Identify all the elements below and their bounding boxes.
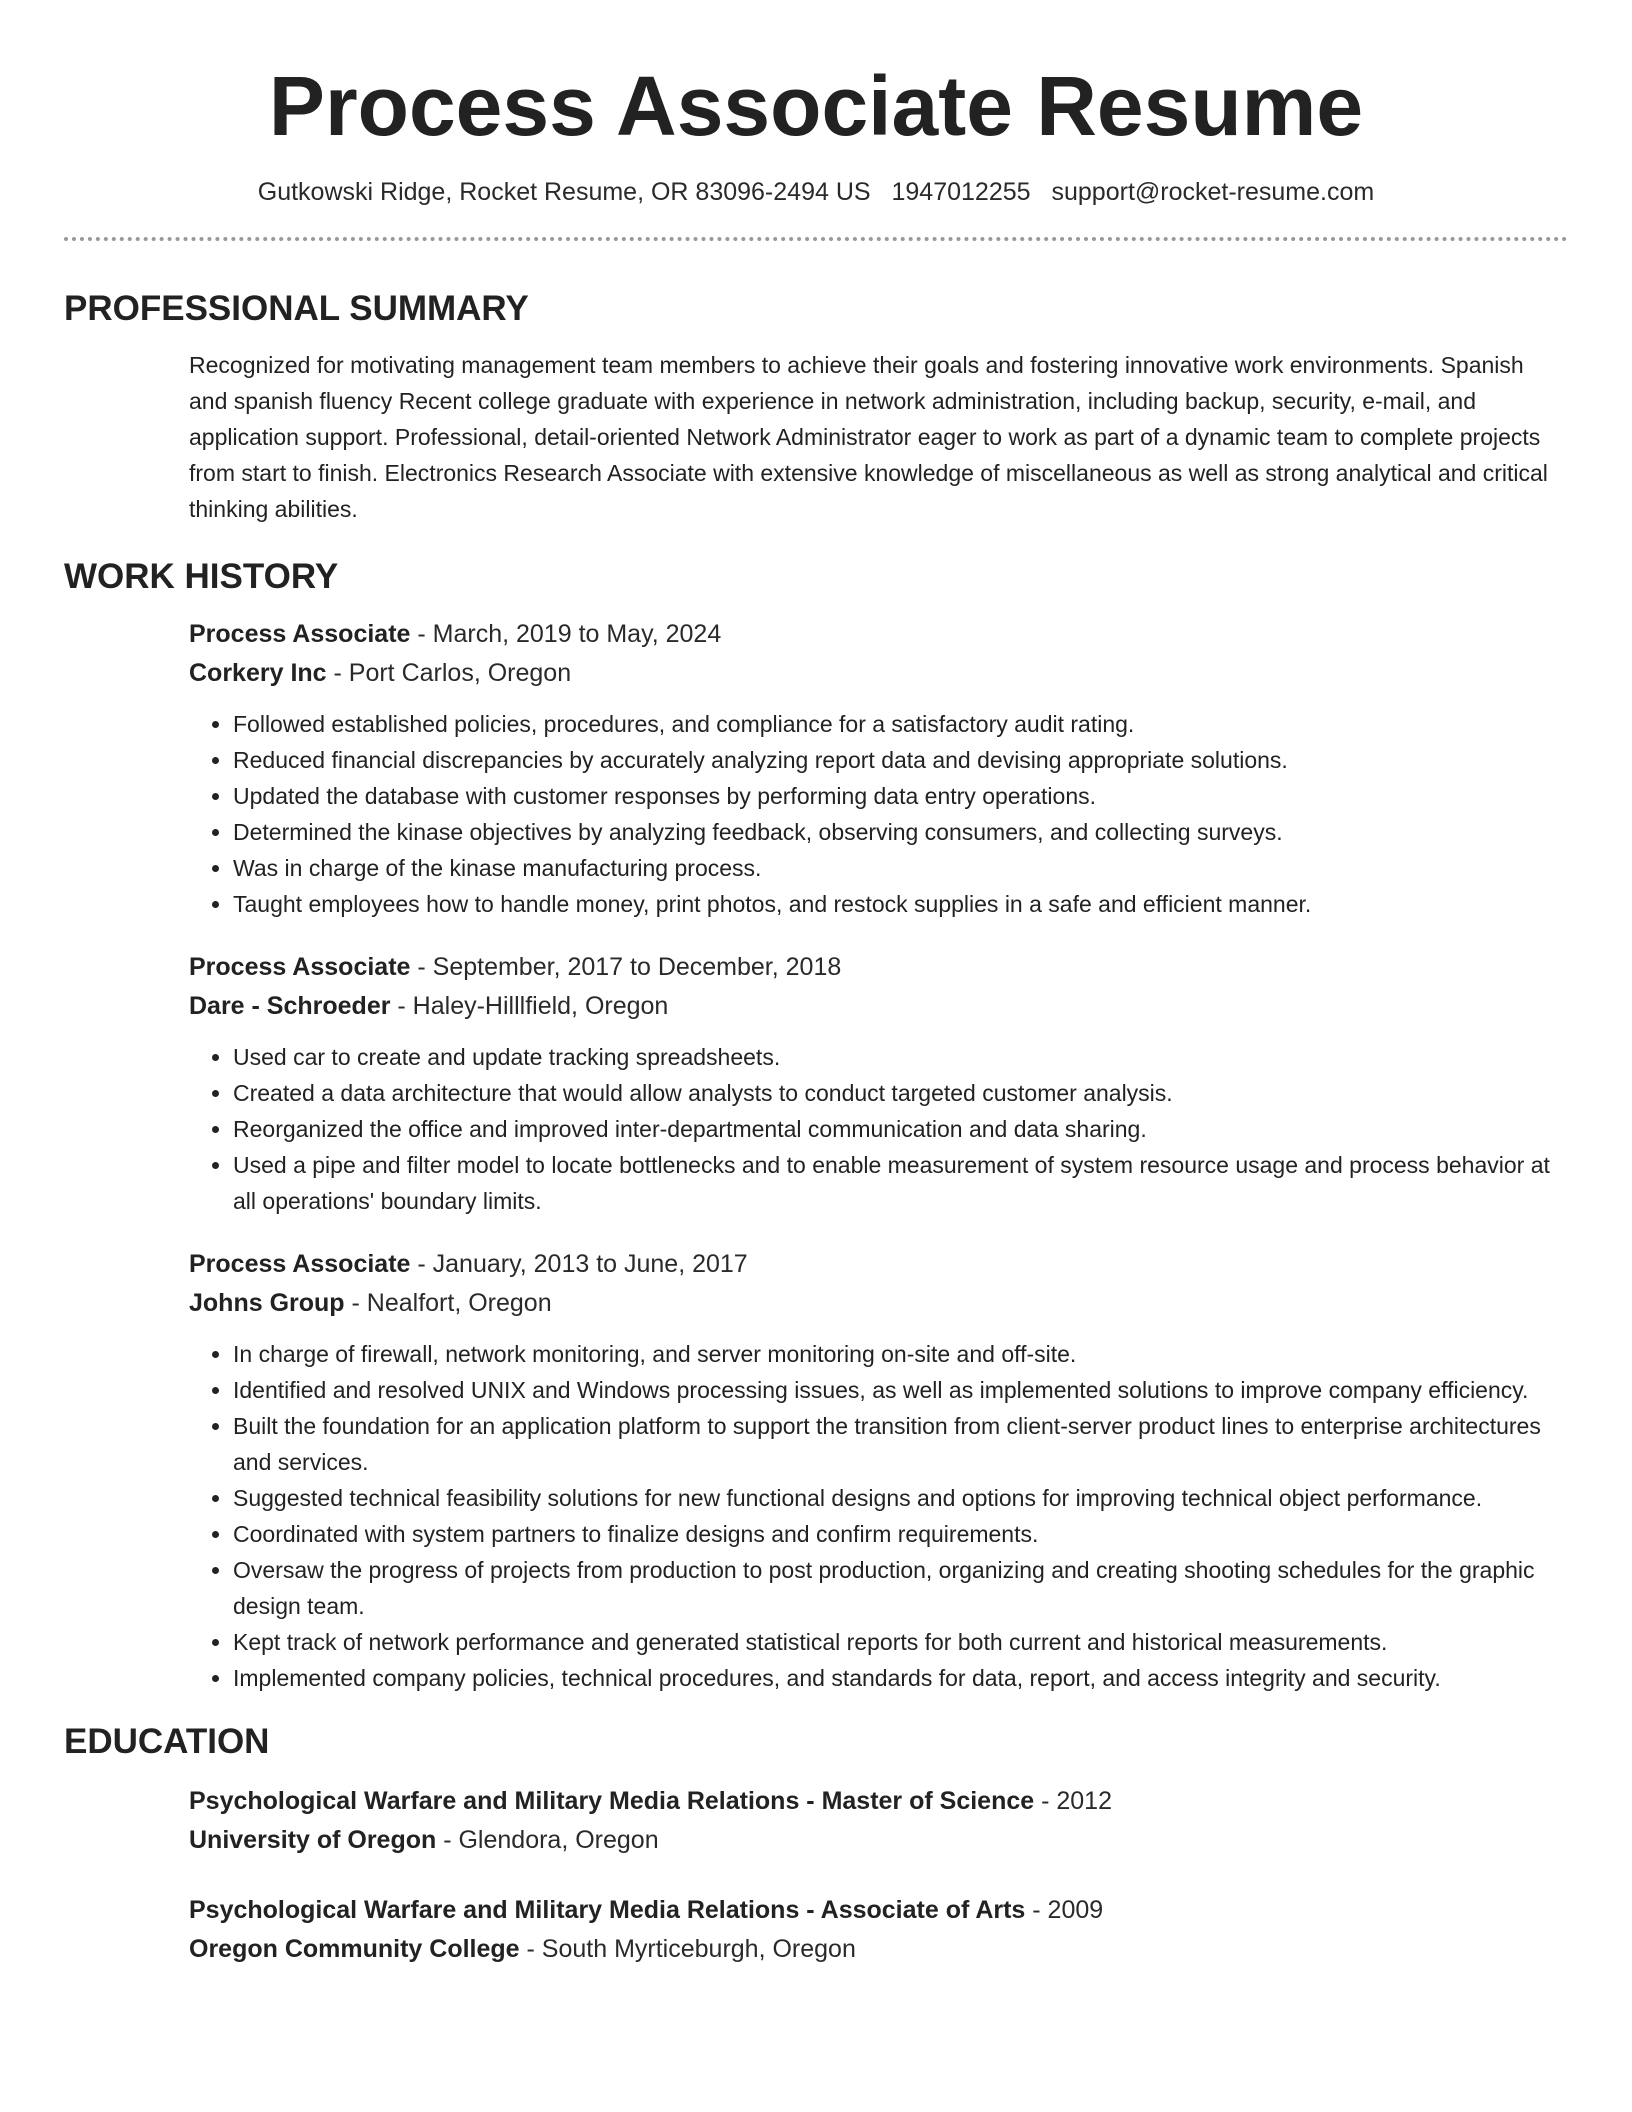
education-location: - Glendora, Oregon (436, 1825, 659, 1854)
job-entry (189, 615, 1568, 922)
job-bullet: • Implemented company policies, technical procedures, and standards for data, report, and access integrity and security. (233, 1660, 1568, 1696)
job-bullets (189, 1336, 1568, 1696)
job-bullet: • Coordinated with system partners to finalize designs and confirm requirements. (233, 1516, 1568, 1552)
job-bullet: • Oversaw the progress of projects from production to post production, organizing and creating shooting schedules for the graphic design team. (233, 1552, 1568, 1624)
job-bullet: • Followed established policies, procedures, and compliance for a satisfactory audit rating. (233, 706, 1568, 742)
job-bullet: • Reorganized the office and improved inter-departmental communication and data sharing. (233, 1111, 1568, 1147)
job-title: Process Associate (189, 619, 411, 648)
contact-phone: 1947012255 (891, 177, 1031, 206)
education-school: University of Oregon (189, 1825, 437, 1854)
job-company: Corkery Inc (189, 658, 327, 687)
education-heading: EDUCATION (64, 1721, 270, 1761)
job-entry (189, 948, 1568, 1219)
job-company-line (189, 654, 1568, 693)
job-bullet: • Created a data architecture that would allow analysts to conduct targeted customer analysis. (233, 1075, 1568, 1111)
education-school-line (189, 1930, 1568, 1969)
job-company: Johns Group (189, 1288, 345, 1317)
job-bullet: • Determined the kinase objectives by analyzing feedback, observing consumers, and collecting surveys. (233, 814, 1568, 850)
job-dates: - January, 2013 to June, 2017 (410, 1249, 748, 1278)
job-dates: - September, 2017 to December, 2018 (410, 952, 842, 981)
job-bullet: • Used car to create and update tracking spreadsheets. (233, 1039, 1568, 1075)
contact-line (64, 175, 1568, 209)
job-title-line (189, 948, 1568, 987)
resume-title: Process Associate Resume (268, 59, 1364, 153)
job-company: Dare - Schroeder (189, 991, 391, 1020)
job-bullet: • Identified and resolved UNIX and Windows processing issues, as well as implemented solutions to improve company efficiency. (233, 1372, 1568, 1408)
job-dates: - March, 2019 to May, 2024 (410, 619, 722, 648)
job-bullet: • Taught employees how to handle money, print photos, and restock supplies in a safe and efficient manner. (233, 886, 1568, 922)
education-school-line (189, 1821, 1568, 1860)
education-location: - South Myrticeburgh, Oregon (519, 1934, 856, 1963)
job-title: Process Associate (189, 1249, 411, 1278)
education-entry (189, 1891, 1568, 1969)
summary-text: Recognized for motivating management team members to achieve their goals and fostering innovative work environments. Spanish and spanish fluency Recent college graduate with experience in network administration, including backup, security, e-mail, and application support. Professional, detail-oriented Network Administrator eager to work as part of a dynamic team to complete projects from start to finish. Electronics Research Associate with extensive knowledge of miscellaneous as well as strong analytical and critical thinking abilities. (189, 351, 1548, 522)
job-location: - Port Carlos, Oregon (326, 658, 572, 687)
job-bullet: • In charge of firewall, network monitoring, and server monitoring on-site and off-site. (233, 1336, 1568, 1372)
job-bullet: • Updated the database with customer responses by performing data entry operations. (233, 778, 1568, 814)
education-year: - 2012 (1034, 1786, 1112, 1815)
summary-heading: PROFESSIONAL SUMMARY (64, 288, 529, 328)
education-school: Oregon Community College (189, 1934, 520, 1963)
job-location: - Nealfort, Oregon (344, 1288, 552, 1317)
job-bullets (189, 1039, 1568, 1219)
job-location: - Haley-Hilllfield, Oregon (390, 991, 669, 1020)
job-bullet: • Was in charge of the kinase manufacturing process. (233, 850, 1568, 886)
header-divider (64, 237, 1568, 241)
job-title-line (189, 1245, 1568, 1284)
contact-email: support@rocket-resume.com (1051, 177, 1375, 206)
job-bullet: • Built the foundation for an application platform to support the transition from client-server product lines to enterprise architectures and services. (233, 1408, 1568, 1480)
job-title: Process Associate (189, 952, 411, 981)
job-bullets (189, 706, 1568, 922)
education-degree: Psychological Warfare and Military Media Relations - Master of Science (189, 1786, 1035, 1815)
job-bullet: • Used a pipe and filter model to locate bottlenecks and to enable measurement of system resource usage and process behavior at all operations' boundary limits. (233, 1147, 1568, 1219)
job-title-line (189, 615, 1568, 654)
job-bullet: • Suggested technical feasibility solutions for new functional designs and options for improving technical object performance. (233, 1480, 1568, 1516)
work-history-heading: WORK HISTORY (64, 556, 339, 596)
education-degree: Psychological Warfare and Military Media Relations - Associate of Arts (189, 1895, 1026, 1924)
education-degree-line (189, 1891, 1568, 1930)
job-bullet: • Reduced financial discrepancies by accurately analyzing report data and devising appropriate solutions. (233, 742, 1568, 778)
education-year: - 2009 (1025, 1895, 1104, 1924)
job-company-line (189, 1284, 1568, 1323)
job-company-line (189, 987, 1568, 1026)
job-bullet: • Kept track of network performance and generated statistical reports for both current and historical measurements. (233, 1624, 1568, 1660)
education-degree-line (189, 1782, 1568, 1821)
job-entry (189, 1245, 1568, 1696)
education-entry (189, 1782, 1568, 1860)
contact-address: Gutkowski Ridge, Rocket Resume, OR 83096-2494 US (257, 177, 871, 206)
